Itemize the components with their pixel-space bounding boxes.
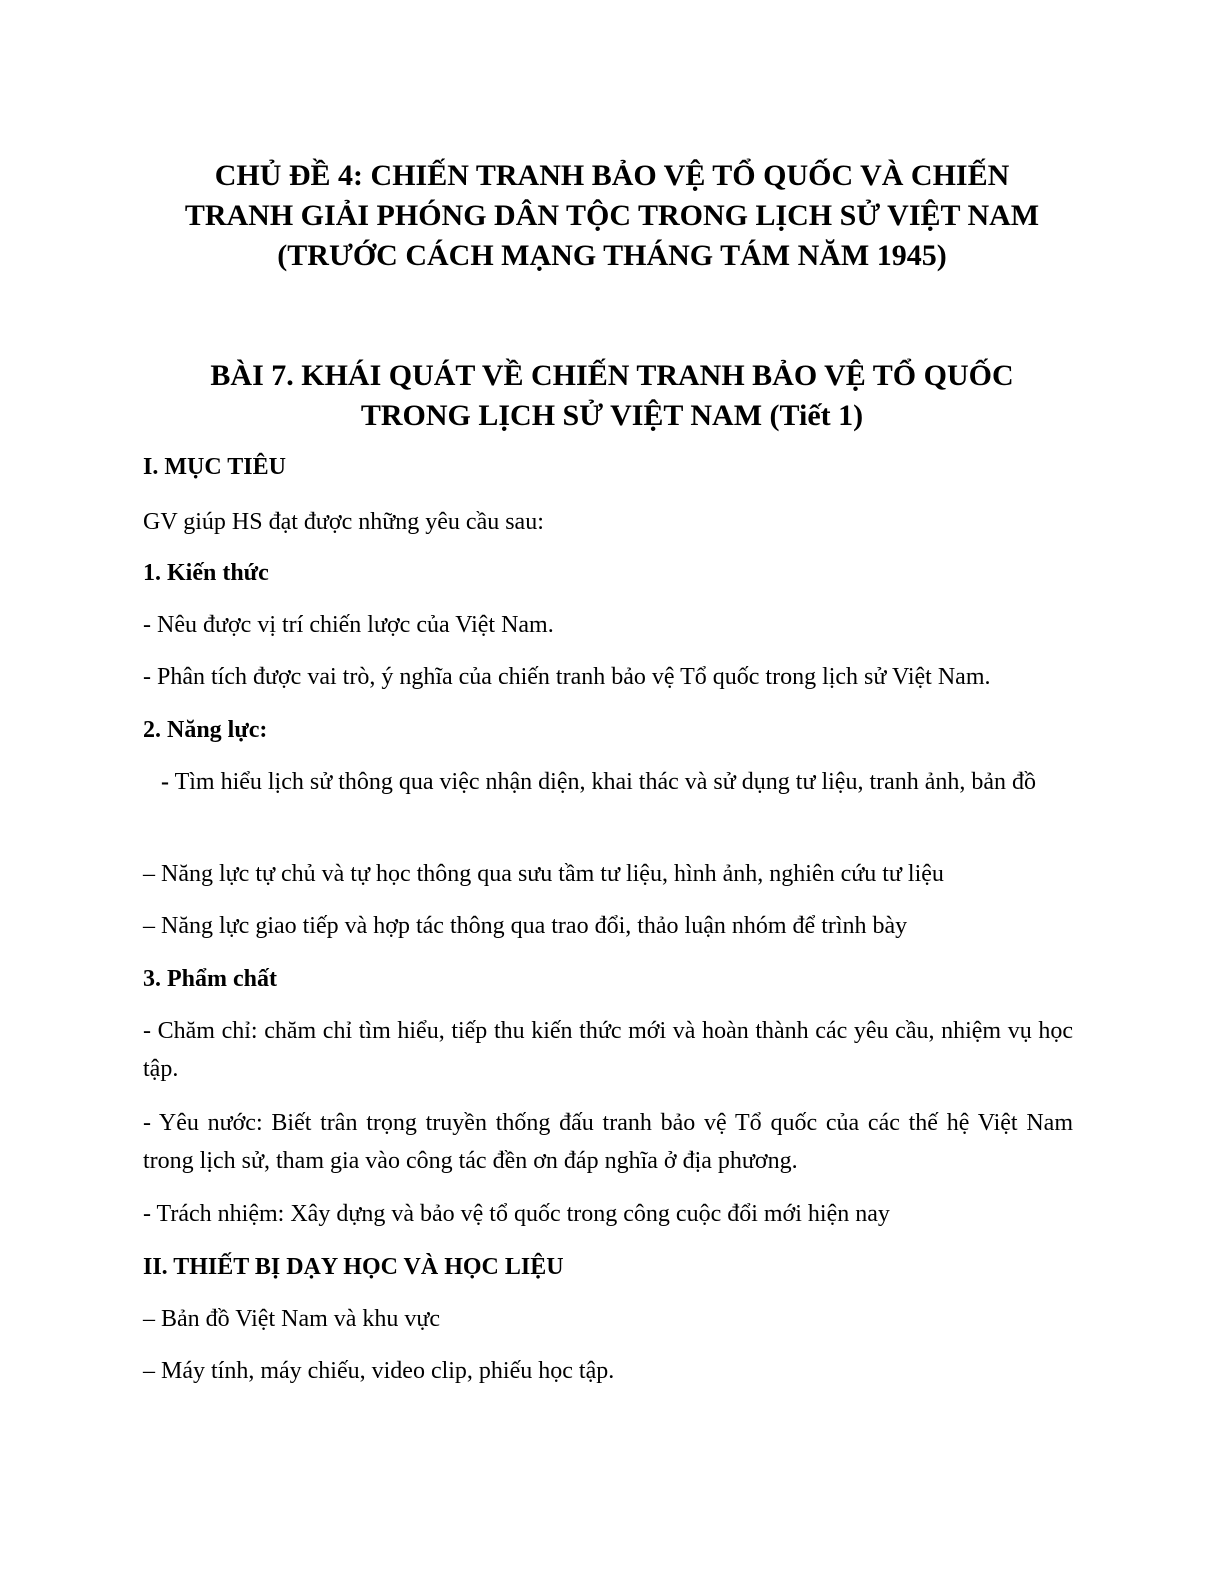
- competence-heading: 2. Năng lực:: [143, 717, 268, 743]
- lesson-title-line-2: TRONG LỊCH SỬ VIỆT NAM (Tiết 1): [360, 399, 864, 432]
- competence-item-dash: -: [161, 769, 169, 795]
- competence-item: – Năng lực tự chủ và tự học thông qua sưu tầm tư liệu, hình ảnh, nghiên cứu tư liệu: [143, 861, 944, 887]
- qualities-heading: 3. Phẩm chất: [143, 966, 277, 992]
- equipment-item: – Máy tính, máy chiếu, video clip, phiếu học tập.: [143, 1358, 615, 1384]
- topic-title-line-1: CHỦ ĐỀ 4: CHIẾN TRANH BẢO VỆ TỔ QUỐC VÀ CHIẾN: [214, 159, 1010, 192]
- objectives-intro: GV giúp HS đạt được những yêu cầu sau:: [143, 509, 544, 535]
- competence-item-text: Tìm hiểu lịch sử thông qua việc nhận diện, khai thác và sử dụng tư liệu, tranh ảnh, bản đồ: [169, 769, 1037, 795]
- section-objectives-heading: I. MỤC TIÊU: [143, 454, 286, 480]
- knowledge-item: - Nêu được vị trí chiến lược của Việt Nam.: [143, 612, 554, 638]
- qualities-item: - Yêu nước: Biết trân trọng truyền thống đấu tranh bảo vệ Tổ quốc của các thế hệ Việt Nam trong lịch sử, tham gia vào công tác đền ơn đáp nghĩa ở địa phương.: [143, 1110, 1073, 1174]
- competence-item: [143, 763, 1073, 801]
- topic-title-line-2: TRANH GIẢI PHÓNG DÂN TỘC TRONG LỊCH SỬ VIỆT NAM: [184, 199, 1040, 232]
- competence-item: – Năng lực giao tiếp và hợp tác thông qua trao đổi, thảo luận nhóm để trình bày: [143, 913, 908, 939]
- topic-title: [120, 156, 1104, 276]
- knowledge-item: - Phân tích được vai trò, ý nghĩa của chiến tranh bảo vệ Tổ quốc trong lịch sử Việt Nam.: [143, 664, 991, 690]
- qualities-item: - Chăm chỉ: chăm chỉ tìm hiểu, tiếp thu kiến thức mới và hoàn thành các yêu cầu, nhiệm vụ học tập.: [143, 1018, 1073, 1082]
- lesson-title: [120, 356, 1104, 436]
- qualities-item: - Trách nhiệm: Xây dựng và bảo vệ tổ quốc trong công cuộc đổi mới hiện nay: [143, 1201, 890, 1227]
- knowledge-heading: 1. Kiến thức: [143, 560, 269, 586]
- equipment-item: – Bản đồ Việt Nam và khu vực: [143, 1306, 441, 1332]
- topic-title-line-3: (TRƯỚC CÁCH MẠNG THÁNG TÁM NĂM 1945): [277, 239, 947, 272]
- lesson-title-line-1: BÀI 7. KHÁI QUÁT VỀ CHIẾN TRANH BẢO VỆ TỔ QUỐC: [210, 359, 1014, 392]
- section-equipment-heading: II. THIẾT BỊ DẠY HỌC VÀ HỌC LIỆU: [143, 1254, 564, 1280]
